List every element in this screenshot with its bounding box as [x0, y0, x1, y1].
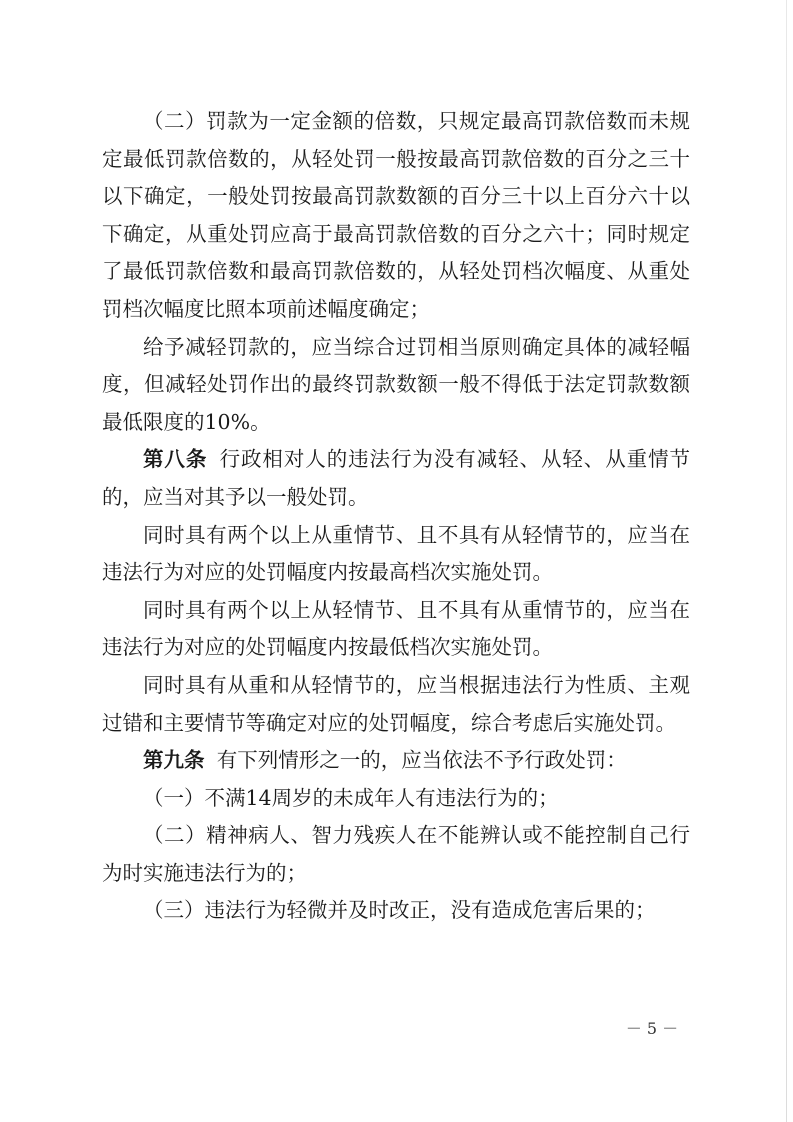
paragraph	[102, 517, 690, 592]
paragraph	[102, 329, 690, 442]
page-number: － 5 －	[625, 1019, 679, 1038]
paragraph-text: （三）违法行为轻微并及时改正，没有造成危害后果的；	[143, 898, 656, 923]
scan-edge-divider	[786, 0, 787, 1122]
paragraph-text: （二）罚款为一定金额的倍数，只规定最高罚款倍数而未规定最低罚款倍数的，从轻处罚一般按最高罚款倍数的百分之三十以下确定，一般处罚按最高罚款数额的百分三十以上百分六十以下确定，从重处罚应高于最高罚款倍数的百分之六十；同时规定了最低罚款倍数和最高罚款倍数的，从轻处罚档次幅度、从重处罚档次幅度比照本项前述幅度确定；	[102, 109, 690, 321]
paragraph-text: 同时具有两个以上从轻情节、且不具有从重情节的，应当在违法行为对应的处罚幅度内按最低档次实施处罚。	[102, 597, 690, 660]
paragraph-text: （二）精神病人、智力残疾人在不能辨认或不能控制自己行为时实施违法行为的；	[102, 823, 690, 885]
list-item	[102, 780, 690, 818]
paragraph	[102, 592, 690, 667]
list-item	[102, 817, 690, 892]
paragraph	[102, 667, 690, 742]
paragraph	[102, 103, 690, 329]
paragraph-text: 同时具有两个以上从重情节、且不具有从轻情节的，应当在违法行为对应的处罚幅度内按最高档次实施处罚。	[102, 522, 690, 585]
article-paragraph	[102, 441, 690, 516]
paragraph-text: 有下列情形之一的，应当依法不予行政处罚：	[216, 748, 627, 773]
paragraph-text: （一）不满14周岁的未成年人有违法行为的；	[143, 785, 559, 810]
article-heading: 第八条	[143, 447, 208, 472]
paragraph-text: 行政相对人的违法行为没有减轻、从轻、从重情节的，应当对其予以一般处罚。	[102, 447, 691, 509]
list-item	[102, 892, 690, 930]
paragraph-text: 同时具有从重和从轻情节的，应当根据违法行为性质、主观过错和主要情节等确定对应的处罚幅度，综合考虑后实施处罚。	[102, 672, 690, 735]
article-paragraph	[102, 742, 690, 780]
paragraph-text: 给予减轻罚款的，应当综合过罚相当原则确定具体的减轻幅度，但减轻处罚作出的最终罚款数额一般不得低于法定罚款数额最低限度的10%。	[102, 334, 690, 434]
article-heading: 第九条	[143, 748, 205, 773]
document-body	[102, 103, 690, 930]
